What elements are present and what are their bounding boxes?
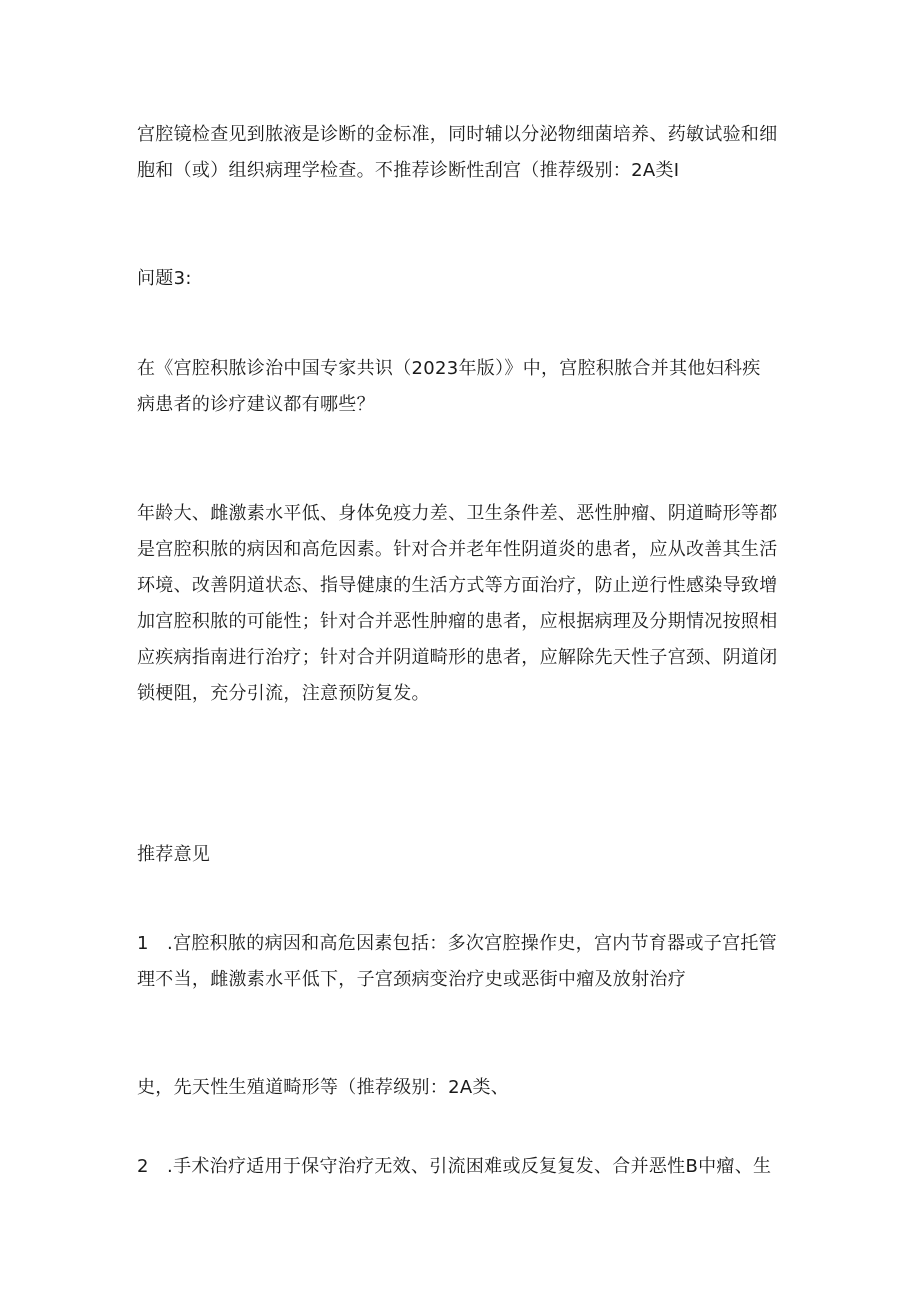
question-label: 问题3:: [137, 268, 192, 289]
paragraph-line: 理不当，雌激素水平低下，子宫颈病变治疗史或恶街中瘤及放射治疗: [137, 969, 686, 990]
paragraph-line: 年龄大、雌激素水平低、身体免疫力差、卫生条件差、恶性肿瘤、阴道畸形等都: [137, 503, 778, 524]
paragraph-line: 是宫腔积脓的病因和高危因素。针对合并老年性阴道炎的患者，应从改善其生活: [137, 539, 778, 560]
paragraph-line: 1 .宫腔积脓的病因和高危因素包括：多次宫腔操作史，宫内节育器或子宫托管: [137, 933, 777, 954]
paragraph-line: 加宫腔积脓的可能性；针对合并恶性肿瘤的患者，应根据病理及分期情况按照相: [137, 611, 778, 632]
recommendation-item-1-continued: [137, 1070, 797, 1106]
diagnosis-paragraph: [137, 117, 797, 189]
paragraph-line: 宫腔镜检查见到脓液是诊断的金标准，同时辅以分泌物细菌培养、药敏试验和细: [137, 124, 778, 145]
paragraph-line: 锁梗阻，充分引流，注意预防复发。: [137, 683, 430, 704]
answer-paragraph: [137, 496, 797, 712]
paragraph-line: 2 .手术治疗适用于保守治疗无效、引流困难或反复复发、合并恶性B中瘤、生: [137, 1156, 772, 1177]
recommendation-item-1: [137, 926, 797, 998]
paragraph-line: 胞和（或）组织病理学检查。不推荐诊断性刮宫（推荐级别：2A类I: [137, 160, 680, 181]
paragraph-line: 史，先天性生殖道畸形等（推荐级别：2A类、: [137, 1077, 510, 1098]
question-paragraph: [137, 351, 797, 423]
recommendation-item-2: [137, 1149, 797, 1185]
recommendation-heading: 推荐意见: [137, 844, 211, 865]
paragraph-line: 应疾病指南进行治疗；针对合并阴道畸形的患者，应解除先天性子宫颈、阴道闭: [137, 647, 778, 668]
paragraph-line: 病患者的诊疗建议都有哪些？: [137, 394, 375, 415]
paragraph-line: 在《宫腔积脓诊治中国专家共识（2023年版）》中，宫腔积脓合并其他妇科疾: [137, 358, 761, 379]
paragraph-line: 环境、改善阴道状态、指导健康的生活方式等方面治疗，防止逆行性感染导致增: [137, 575, 778, 596]
